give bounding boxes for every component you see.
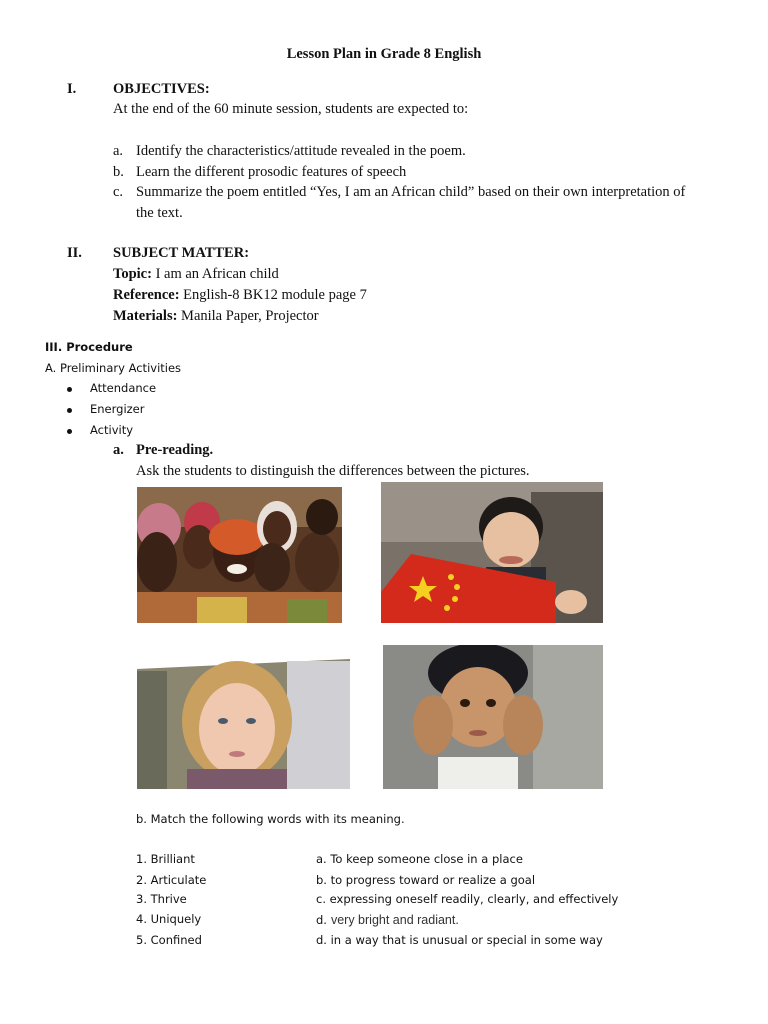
bullet-activity: Activity <box>90 423 134 437</box>
bullet-attendance: Attendance <box>90 381 157 395</box>
word-4: 4. Uniquely <box>136 912 202 926</box>
meaning-d-text: very bright and radiant. <box>330 913 459 927</box>
objectives-heading: OBJECTIVES: <box>113 81 210 97</box>
prereading-letter: a. <box>113 442 124 458</box>
word-1: 1. Brilliant <box>136 852 195 866</box>
objectives-intro: At the end of the 60 minute session, students are expected to: <box>113 101 469 117</box>
matching-instruction: b. Match the following words with its meaning. <box>136 812 405 826</box>
objective-b-letter: b. <box>113 164 124 180</box>
subject-matter-heading: SUBJECT MATTER: <box>113 245 250 261</box>
procedure-heading: III. Procedure <box>45 340 133 354</box>
word-3: 3. Thrive <box>136 892 187 906</box>
preliminary-activities-heading: A. Preliminary Activities <box>45 361 182 375</box>
meaning-b: b. to progress toward or realize a goal <box>316 873 536 887</box>
page-title: Lesson Plan in Grade 8 English <box>286 46 482 62</box>
topic-label: Topic: <box>113 266 152 282</box>
reference-value: English-8 BK12 module page 7 <box>179 287 367 303</box>
topic-value: I am an African child <box>151 266 279 282</box>
objective-c-continuation: the text. <box>136 205 183 221</box>
word-5: 5. Confined <box>136 933 202 947</box>
prereading-heading: Pre-reading. <box>136 442 214 458</box>
meaning-d-prefix: d. <box>316 913 327 927</box>
prereading-instruction: Ask the students to distinguish the differences between the pictures. <box>136 463 530 479</box>
bullet-icon <box>67 408 72 413</box>
bullet-energizer: Energizer <box>90 402 145 416</box>
objective-a-letter: a. <box>113 143 124 159</box>
materials-label: Materials: <box>113 308 178 324</box>
reference-line <box>113 287 367 304</box>
meaning-d-unusual: d. in a way that is unusual or special in some way <box>316 933 603 947</box>
objective-c-text: Summarize the poem entitled “Yes, I am an African child” based on their own interpretation of <box>136 184 686 200</box>
photo-african-children <box>137 487 342 623</box>
section-2-numeral: II. <box>67 245 82 261</box>
photo-chinese-boy-flag <box>381 482 603 623</box>
meaning-a: a. To keep someone close in a place <box>316 852 523 866</box>
bullet-icon <box>67 429 72 434</box>
word-2: 2. Articulate <box>136 873 207 887</box>
objective-b-text: Learn the different prosodic features of speech <box>136 164 407 180</box>
materials-value: Manila Paper, Projector <box>177 308 319 324</box>
meaning-d-radiant <box>316 911 459 929</box>
photo-boy-hands-on-cheeks <box>383 645 603 789</box>
topic-line <box>113 266 279 283</box>
photo-blonde-girl <box>137 651 350 789</box>
objective-c-letter: c. <box>113 184 124 200</box>
meaning-c: c. expressing oneself readily, clearly, and effectively <box>316 892 619 906</box>
reference-label: Reference: <box>113 287 180 303</box>
materials-line <box>113 308 319 325</box>
objective-a-text: Identify the characteristics/attitude revealed in the poem. <box>136 143 466 159</box>
bullet-icon <box>67 387 72 392</box>
section-1-numeral: I. <box>67 81 77 97</box>
